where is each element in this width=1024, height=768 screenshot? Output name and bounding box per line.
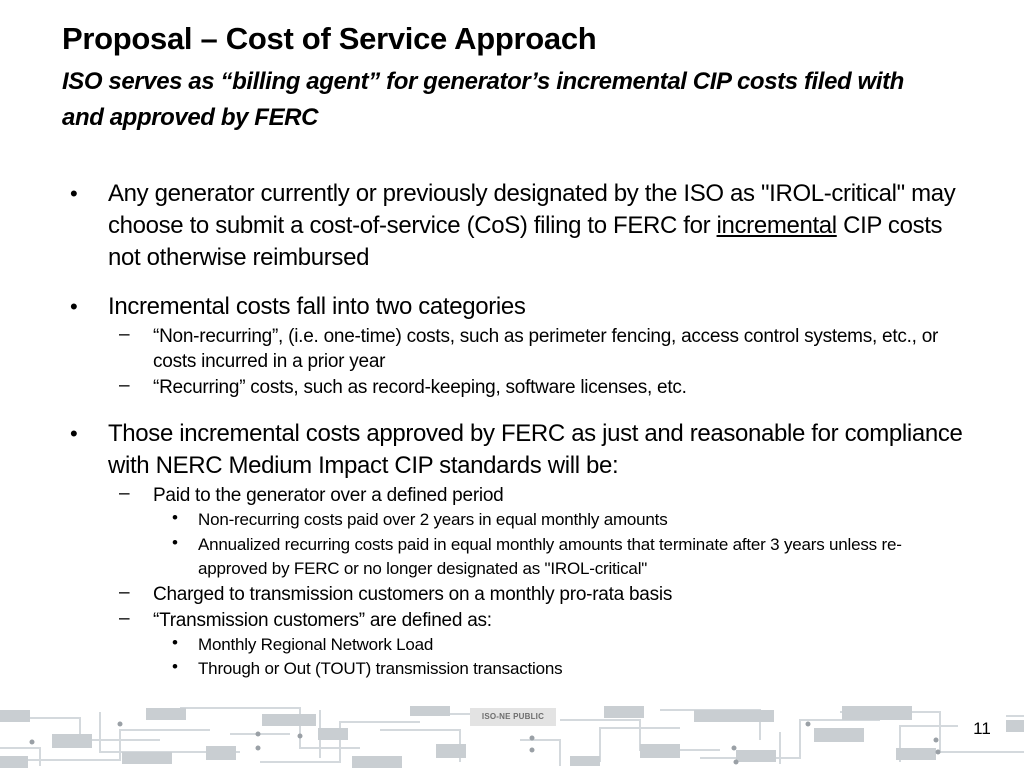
dash-marker: –	[119, 608, 130, 629]
bullet-dot: •	[70, 294, 78, 319]
circuit-block	[604, 706, 644, 718]
bullet-generator-designation	[70, 178, 968, 274]
sub-sub-bullet-text: Non-recurring costs paid over 2 years in equal monthly amounts	[198, 510, 668, 529]
circuit-dot	[732, 746, 737, 751]
slide-subtitle: ISO serves as “billing agent” for generator’s incremental CIP costs filed with and approved by FERC	[62, 68, 904, 131]
circuit-block	[206, 746, 236, 760]
circuit-block	[814, 728, 864, 742]
page-number: 11	[958, 712, 1006, 746]
circuit-dot	[256, 746, 261, 751]
circuit-dot	[256, 732, 261, 737]
sub-bullet-text: “Recurring” costs, such as record-keeping, software licenses, etc.	[153, 377, 687, 398]
bullet-text: Incremental costs fall into two categories	[108, 293, 526, 320]
bullet-cost-categories	[70, 291, 968, 323]
sub-bullet-text: “Transmission customers” are defined as:	[153, 610, 492, 631]
bullet-dot: •	[70, 421, 78, 446]
bullet-dot: •	[172, 508, 178, 527]
sub-sub-bullet-network-load	[172, 633, 958, 657]
sub-sub-bullet-text: Through or Out (TOUT) transmission transactions	[198, 659, 563, 678]
dash-marker: –	[119, 483, 130, 504]
circuit-dot	[530, 736, 535, 741]
footer-classification-label: ISO-NE PUBLIC	[470, 708, 556, 726]
circuit-block	[842, 706, 912, 720]
circuit-block	[262, 714, 316, 726]
circuit-dot	[30, 740, 35, 745]
dash-marker: –	[119, 375, 130, 396]
sub-bullet-charged-to-customers	[119, 582, 953, 607]
circuit-dot	[936, 750, 941, 755]
circuit-dot	[934, 738, 939, 743]
sub-sub-bullet-text: Monthly Regional Network Load	[198, 635, 434, 654]
bullet-dot: •	[172, 533, 178, 552]
circuit-block	[352, 756, 402, 768]
circuit-block	[146, 708, 186, 720]
sub-sub-bullet-non-recurring-payment	[172, 508, 958, 532]
circuit-block	[410, 706, 450, 716]
slide-title: Proposal – Cost of Service Approach	[62, 21, 597, 56]
sub-bullet-paid-to-generator	[119, 483, 953, 508]
sub-sub-bullet-recurring-payment	[172, 533, 958, 581]
circuit-dot	[806, 722, 811, 727]
circuit-block	[694, 710, 774, 722]
circuit-dot	[530, 748, 535, 753]
dash-marker: –	[119, 324, 130, 345]
bullet-text: Those incremental costs approved by FERC as just and reasonable for compliance with NERC Medium Impact CIP standards will be:	[108, 420, 963, 479]
sub-bullet-text: Paid to the generator over a defined period	[153, 485, 504, 506]
circuit-block	[896, 748, 936, 760]
circuit-dot	[734, 760, 739, 765]
bullet-approved-costs	[70, 418, 968, 482]
circuit-block	[570, 756, 600, 766]
circuit-block	[0, 756, 28, 768]
circuit-trace	[520, 740, 560, 766]
circuit-dot	[118, 722, 123, 727]
bullet-dot: •	[172, 657, 178, 676]
circuit-block	[0, 710, 30, 722]
circuit-block	[52, 734, 92, 748]
sub-bullet-transmission-customers	[119, 608, 953, 633]
underlined-word: incremental	[716, 212, 837, 239]
circuit-block	[318, 728, 348, 740]
bullet-text: Any generator currently or previously designated by the ISO as "IROL-critical" may choose to submit a cost-of-service (CoS) filing to FERC for incremental CIP costs not otherwise reimbursed	[108, 180, 956, 271]
sub-bullet-non-recurring	[119, 324, 953, 374]
bullet-dot: •	[70, 181, 78, 206]
sub-sub-bullet-tout-transactions	[172, 657, 958, 681]
circuit-block	[436, 744, 466, 758]
dash-marker: –	[119, 582, 130, 603]
sub-sub-bullet-text: Annualized recurring costs paid in equal monthly amounts that terminate after 3 years unless re-approved by FERC or no longer designated as "IROL-critical"	[198, 535, 902, 578]
circuit-dot	[298, 734, 303, 739]
circuit-trace	[20, 730, 210, 760]
sub-bullet-recurring	[119, 375, 953, 400]
sub-bullet-text: “Non-recurring”, (i.e. one-time) costs, such as perimeter fencing, access control systems, etc., or costs incurred in a prior year	[153, 326, 939, 372]
circuit-block	[736, 750, 776, 762]
circuit-block	[122, 752, 172, 764]
sub-bullet-text: Charged to transmission customers on a monthly pro-rata basis	[153, 584, 673, 605]
circuit-block	[640, 744, 680, 758]
bullet-dot: •	[172, 633, 178, 652]
